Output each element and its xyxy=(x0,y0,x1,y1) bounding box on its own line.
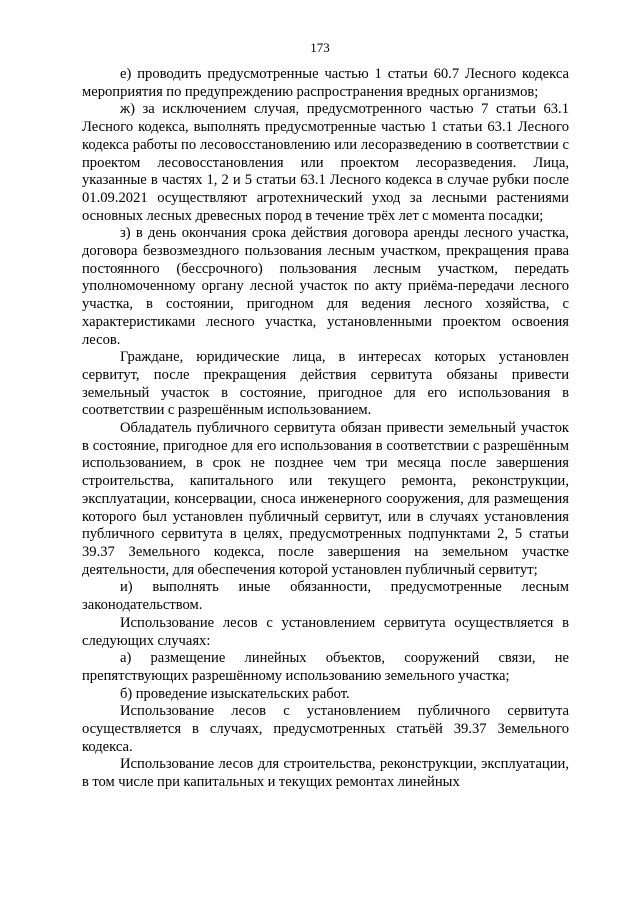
paragraph-public-servitude-cases: Использование лесов с установлением публичного сервитута осуществляется в случаях, предусмотренных статьёй 39.37 Земельного кодекса. xyxy=(82,703,569,755)
paragraph-z: з) в день окончания срока действия договора аренды лесного участка, договора безвозмездного пользования лесным участком, прекращения права постоянного (бессрочного) пользования лесным участком, передать уполномоченному органу лесной участок по акту приёма-передачи лесного участка, в состоянии, пригодном для ведения лесного хозяйства, с характеристиками лесного участка, установленными проектом освоения лесов. xyxy=(82,225,569,348)
paragraph-case-b: б) проведение изыскательских работ. xyxy=(120,685,350,702)
paragraph-zh: ж) за исключением случая, предусмотренного частью 7 статьи 63.1 Лесного кодекса, выполнять предусмотренные частью 1 статьи 63.1 Лесного кодекса работы по лесовосстановлению или лесоразведению в соответствии с проектом лесовосстановления или проектом лесоразведения. Лица, указанные в частях 1, 2 и 5 статьи 63.1 Лесного кодекса в случае рубки после 01.09.2021 осуществляют агротехнический уход за лесными растениями основных лесных древесных пород в течение трёх лет с момента посадки; xyxy=(82,101,569,224)
paragraph-servitude-obligations: Граждане, юридические лица, в интересах которых установлен сервитут, после прекращения действия сервитута обязаны привести земельный участок в состояние, пригодное для его использования в соответствии с разрешённым использованием. xyxy=(82,349,569,419)
paragraph-e: е) проводить предусмотренные частью 1 статьи 60.7 Лесного кодекса мероприятия по предупреждению распространения вредных организмов; xyxy=(82,66,569,100)
paragraph-case-a: а) размещение линейных объектов, сооружений связи, не препятствующих разрешённому использованию земельного участка; xyxy=(82,650,569,684)
page-number: 173 xyxy=(310,40,330,55)
paragraph-servitude-cases-intro: Использование лесов с установлением сервитута осуществляется в следующих случаях: xyxy=(82,614,569,649)
document-body xyxy=(82,66,569,792)
paragraph-i: и) выполнять иные обязанности, предусмотренные лесным законодательством. xyxy=(82,579,569,614)
paragraph-public-servitude-holder: Обладатель публичного сервитута обязан привести земельный участок в состояние, пригодное для его использования в соответствии с разрешённым использованием, в срок не позднее чем три месяца после завершения строительства, капитального или текущего ремонта, реконструкции, эксплуатации, консервации, сноса инженерного сооружения, для размещения которого был установлен публичный сервитут, или в случаях установления публичного сервитута в целях, предусмотренных подпунктами 2, 5 статьи 39.37 Земельного кодекса, после завершения на земельном участке деятельности, для обеспечения которой установлен публичный сервитут; xyxy=(82,420,569,578)
paragraph-linear-objects: Использование лесов для строительства, реконструкции, эксплуатации, в том числе при капитальных и текущих ремонтах линейных xyxy=(82,756,569,791)
